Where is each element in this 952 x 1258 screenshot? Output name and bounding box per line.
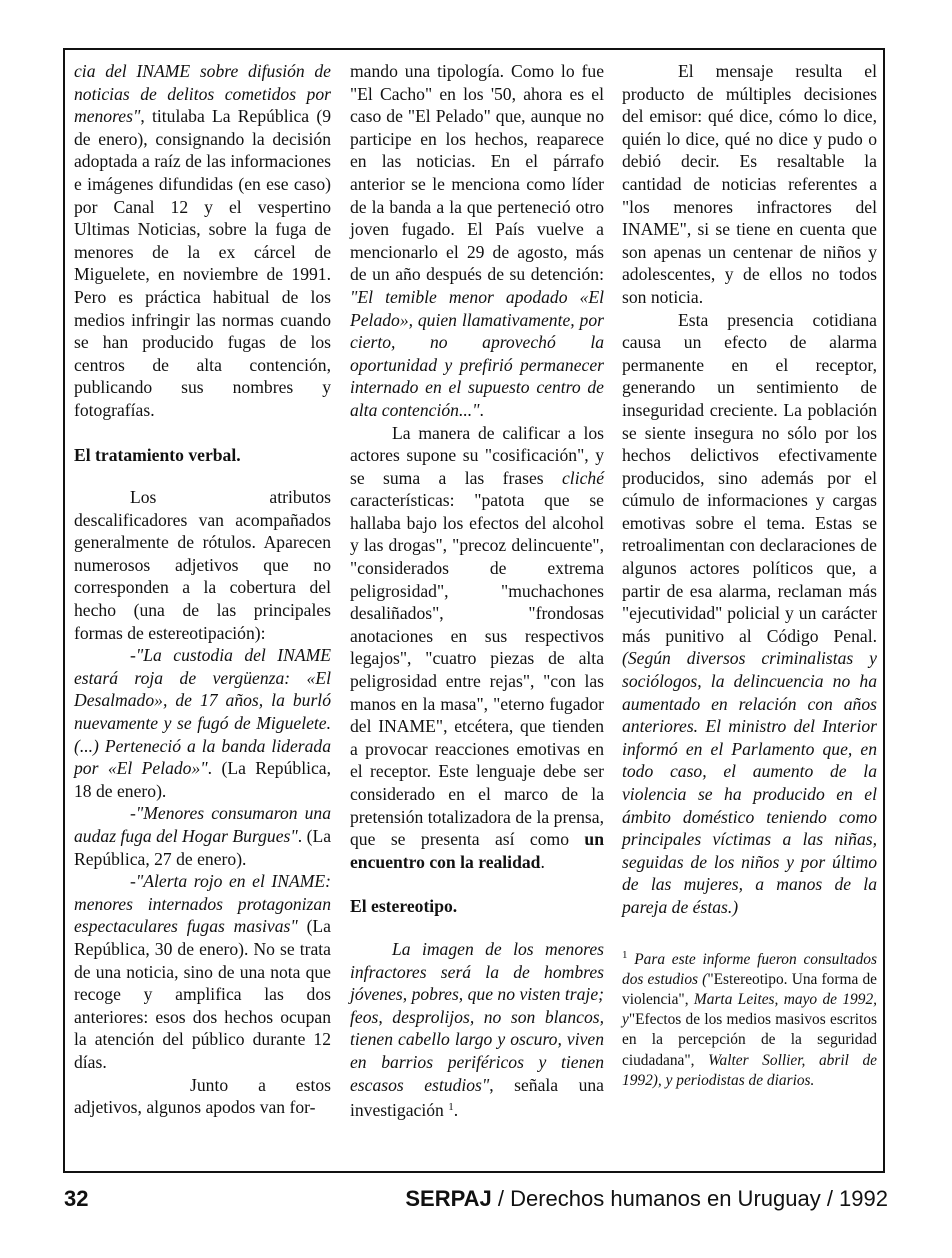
italic-quote: -"La custodia del INAME estará roja de vergüenza: «El Desalmado», de 17 años, la burló nuevamente y se fugó de Miguelete. (...) Perteneció a la banda liderada por «El Pelado»"	[74, 645, 331, 779]
text: , señala una investigación	[350, 1074, 604, 1121]
bold-phrase: un encuentro con la realidad	[350, 829, 604, 872]
text: (La República, 30 de enero). No se trata de una noticia, sino de una nota que recoge y amplifica las dos anteriores: esos dos hechos ocupan la atención del público durante 12 días.	[74, 916, 331, 1072]
quote-item	[74, 802, 331, 870]
text: .	[453, 1100, 459, 1121]
quote-item	[74, 644, 331, 802]
italic-quote: -"Alerta rojo en el INAME: menores internados protagonizan espectaculares fugas masivas"	[74, 871, 331, 937]
paragraph	[350, 422, 604, 874]
paragraph	[622, 309, 877, 919]
paragraph: Los atributos descalificadores van acompañados generalmente de rótulos. Aparecen numerosos adjetivos que no corresponden a la cobertura del hecho (una de las principales formas de estereotipación):	[74, 487, 331, 643]
text: . (La República, 18 de enero).	[74, 758, 331, 801]
paragraph	[74, 60, 331, 422]
section-heading: El estereotipo.	[350, 896, 458, 917]
paragraph: Junto a estos adjetivos, algunos apodos van for-	[74, 1074, 331, 1118]
text: .	[540, 851, 545, 872]
italic-text: Walter Sollier, abril de 1992), y periodistas de diarios.	[622, 1051, 877, 1089]
footnote	[622, 945, 877, 1091]
text: Esta presencia cotidiana causa un efecto de alarma permanente en el receptor, generando un sentimiento de inseguridad creciente. La población se siente insegura no sólo por los hechos delictivos efectivamente producidos, sino además por el cúmulo de informaciones y cargas emotivas sobre el tema. Estas se retroalimentan con declaraciones de algunos actores políticos que, a partir de esa alarma, reclaman más "ejecutividad" policial y un carácter más punitivo al Código Penal.	[622, 309, 877, 646]
text: , titulaba La República (9 de enero), consignando la decisión adoptada a raíz de las informaciones e imágenes difundidas (en ese caso) por Canal 12 y el vespertino Ultimas Noticias, sobre la fuga de menores de la ex cárcel de Miguelete, en noviembre de 1991. Pero es práctica habitual de los medios infringir las normas cuando se han producido fugas de los centros de alta contención, publicando sus nombres y fotografías.	[74, 106, 331, 420]
italic-aside: (Según diversos criminalistas y sociólogos, la delincuencia no ha aumentado en relación con años anteriores. El ministro del Interior informó en el Parlamento que, en todo caso, el aumento de la violencia se ha producido en el ámbito doméstico teniendo como principales víctimas a las niñas, seguidas de los niños y por último de las mujeres, a manos de la pareja de éstas.)	[622, 648, 877, 917]
italic-quote: "El temible menor apodado «El Pelado», quien llamativamente, por cierto, no aprovechó la oportunidad y prefirió permanecer internado en el supuesto centro de alta contención..."	[350, 286, 604, 420]
text: características: "patota que se hallaba bajo los efectos del alcohol y las drogas", "precoz delincuente", "considerados de extrema peligrosidad", "muchachones desaliñados", "frondosas anotaciones en sus respectivos legajos", "cuatro piezas de alta peligrosidad entre rejas", "con las manos en la masa", "eterno fugador del INAME", etcétera, que tienden a provocar reacciones emotivas en el receptor. Este lenguaje debe ser considerado en el marco de la pretensión totalizadora de la prensa, que se presenta así como	[350, 490, 604, 850]
text: "Estereotipo. Una forma de violencia",	[622, 970, 877, 1008]
italic-quote: -"Menores consumaron una audaz fuga del Hogar Burgues"	[74, 803, 331, 846]
section-heading: El tratamiento verbal.	[74, 444, 241, 465]
italic-quote: cia del INAME sobre difusión de noticias de delitos cometidos por menores"	[74, 61, 331, 127]
publisher-name: SERPAJ	[405, 1186, 492, 1211]
text: "Efectos de los medios masivos escritos en la percepción de la seguridad ciudadana",	[622, 1011, 877, 1069]
footnote-marker: 1	[622, 948, 628, 961]
italic-quote: La imagen de los menores infractores será la de hombres jóvenes, pobres, que no visten traje; feos, desprolijos, no son blancos, tienen cabello largo y oscuro, viven en barrios periféricos y tienen escasos estudios"	[350, 938, 604, 1095]
column-3	[622, 60, 877, 1091]
running-footer	[405, 1186, 888, 1212]
text: . (La República, 27 de enero).	[74, 826, 332, 869]
text: mando una tipología. Como lo fue "El Cacho" en los '50, ahora es el caso de "El Pelado" que, aunque no participe en los hechos, reaparece en las noticias. En el párrafo anterior se le menciona como líder de la banda a la que perteneció otro joven fugado. El País vuelve a mencionarlo el 29 de agosto, más de un año después de su detención:	[350, 61, 604, 285]
column-2	[350, 60, 604, 1122]
paragraph: El mensaje resulta el producto de múltiples decisiones del emisor: qué dice, cómo lo dice, quién lo dice, qué no dice y pudo o debió decir. Es resaltable la cantidad de noticias referentes a "los menores infractores del INAME", si se tiene en cuenta que son apenas un centenar de niños y adolescentes, y de ellos no todos son noticia.	[622, 61, 877, 307]
italic-text: Para este informe fueron consultados dos estudios (	[622, 950, 877, 988]
text: .	[479, 399, 484, 420]
quote-item	[74, 870, 331, 1073]
italic-word: cliché	[562, 467, 604, 488]
paragraph	[350, 60, 604, 422]
footnote-marker: 1	[448, 1101, 454, 1114]
italic-text: Marta Leites, mayo de 1992, y	[622, 990, 877, 1029]
text: La manera de calificar a los actores supone su "cosificación", y se suma a las frases	[350, 422, 604, 488]
column-1	[74, 60, 331, 1119]
publication-title: / Derechos humanos en Uruguay / 1992	[491, 1186, 888, 1211]
page-number: 32	[64, 1186, 89, 1211]
paragraph	[350, 938, 604, 1122]
